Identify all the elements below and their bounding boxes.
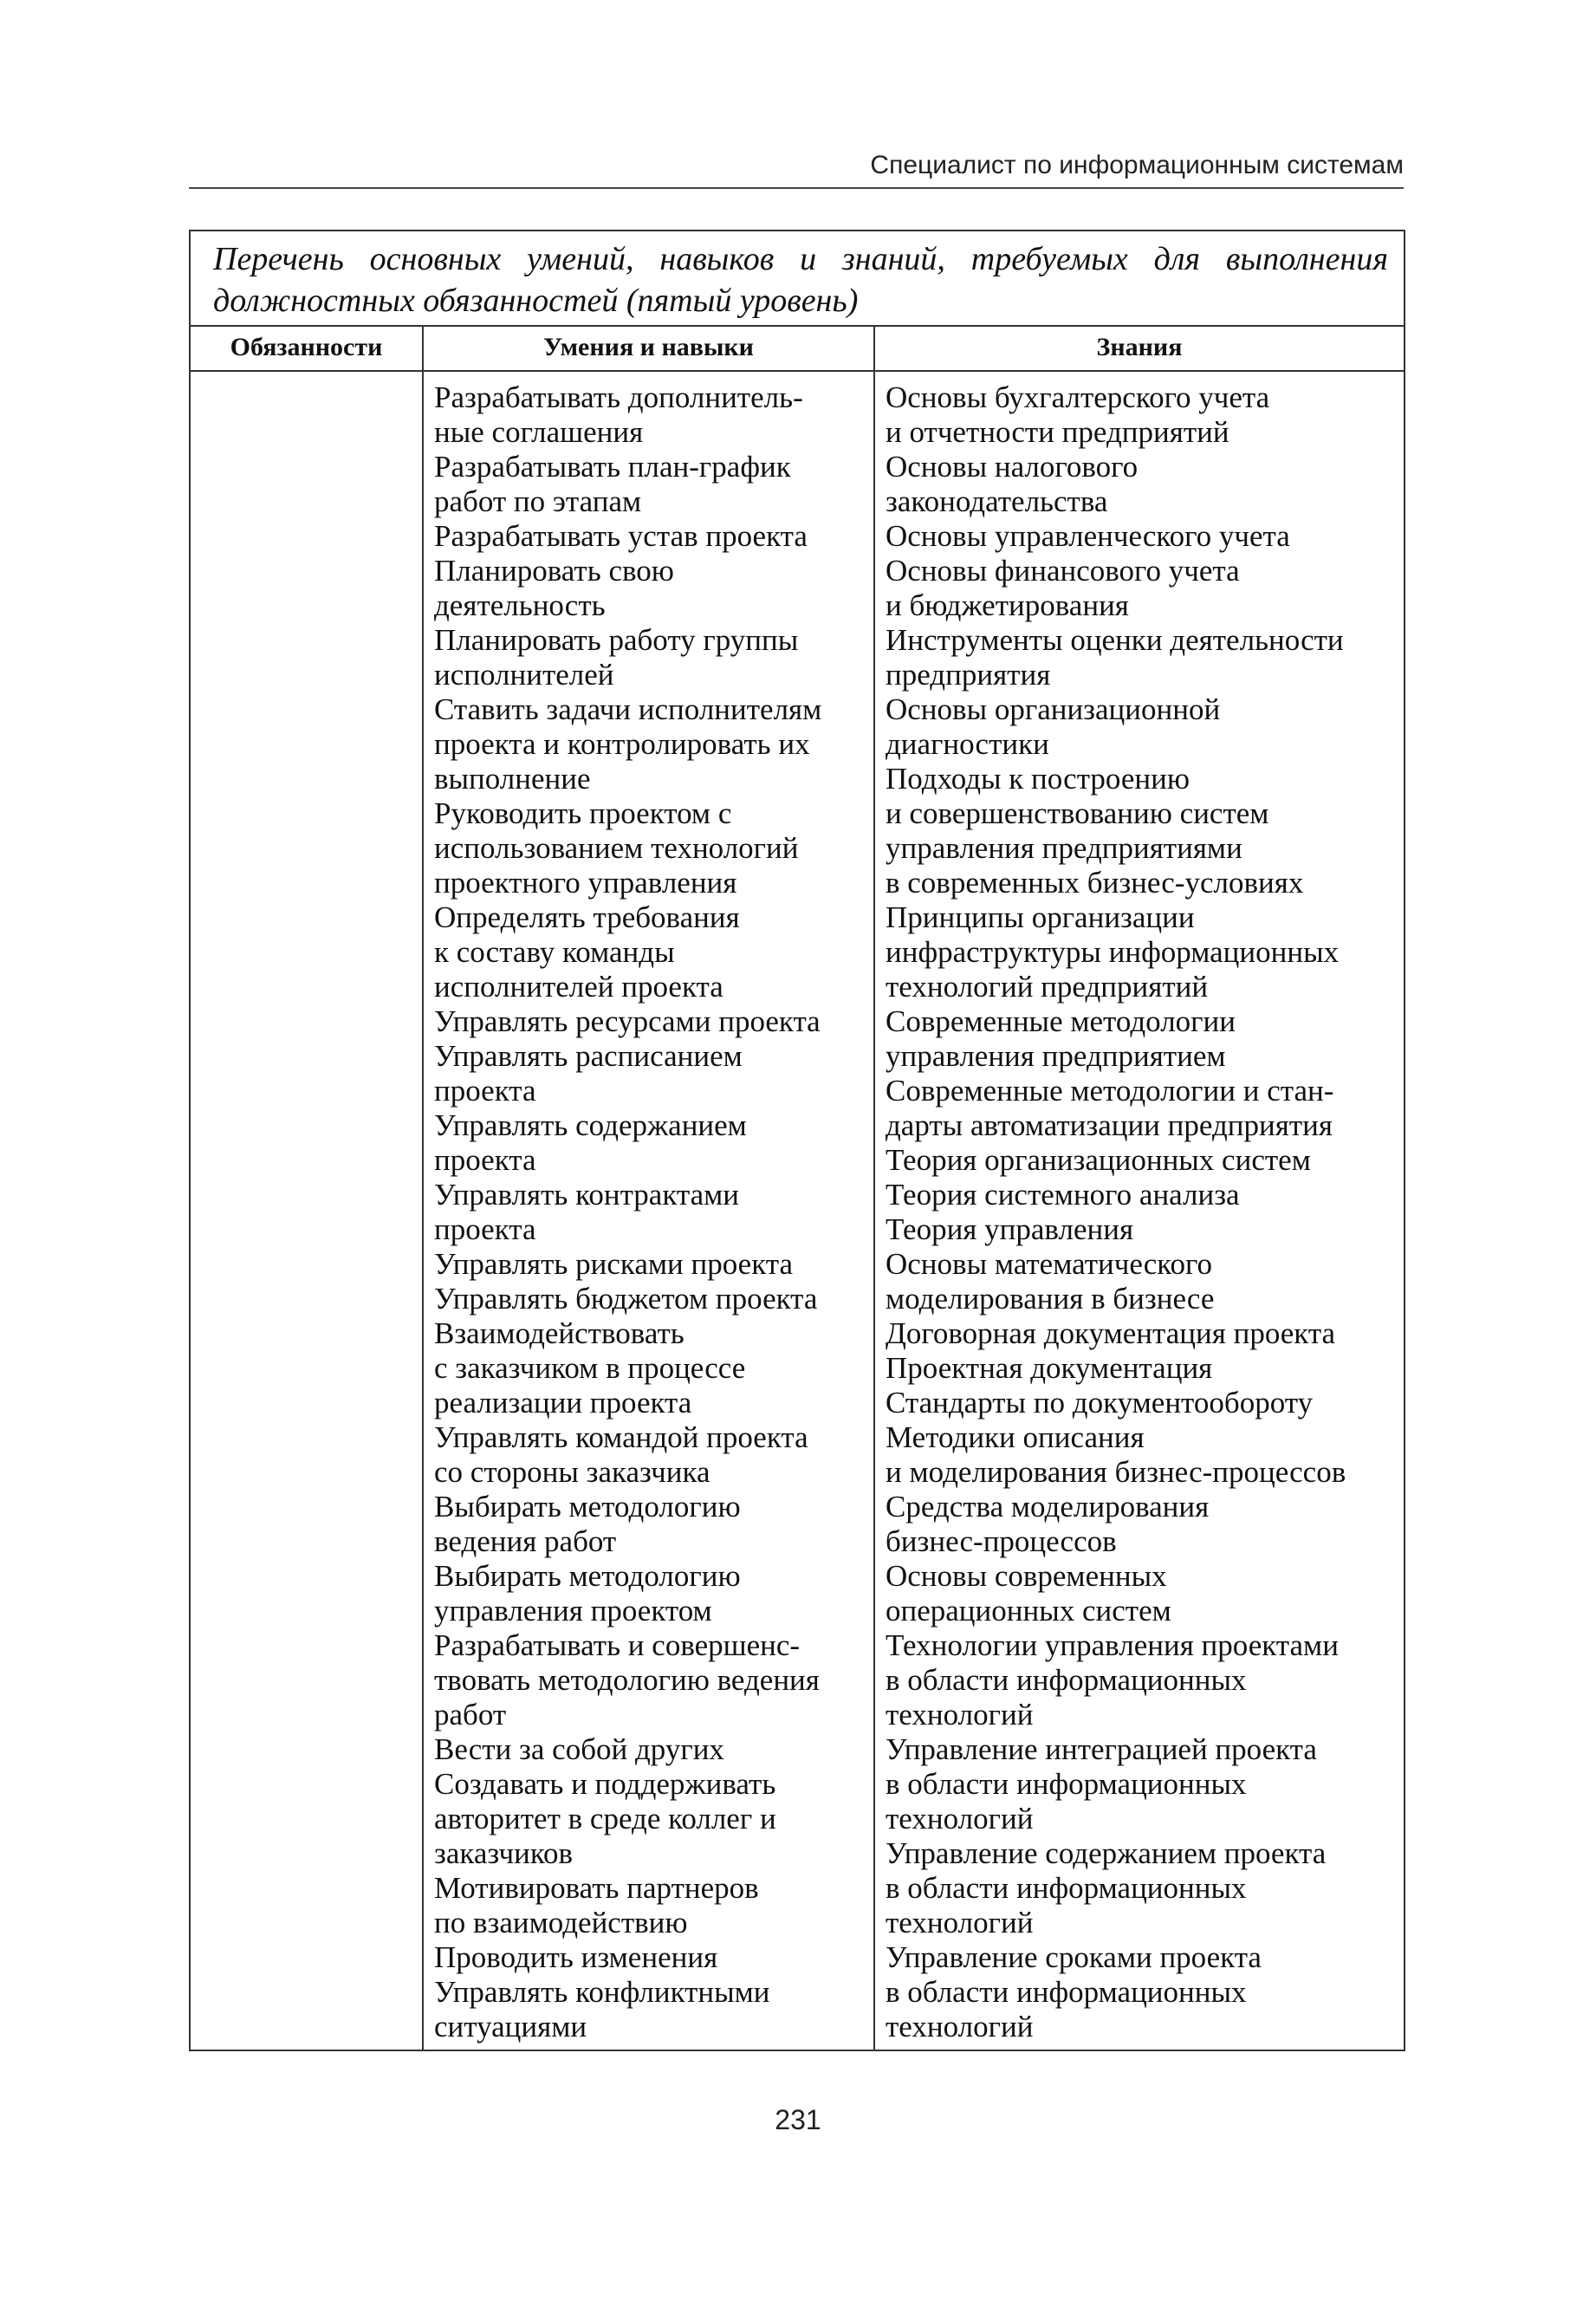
- knowledge-item: Основы финансового учета и бюджетирования: [886, 554, 1240, 622]
- knowledge-item: Средства моделирования бизнес-процессов: [886, 1490, 1210, 1558]
- skill-item: Управлять конфликтными ситуациями: [434, 1975, 770, 2043]
- knowledge-item: Основы налогового законодательства: [886, 450, 1139, 518]
- skill-item: Выбирать методологию ведения работ: [434, 1490, 741, 1558]
- knowledge-item: Управление содержанием проекта в области информационных технологий: [886, 1836, 1327, 1939]
- skill-item: Управлять бюджетом проекта: [434, 1282, 818, 1316]
- skill-item: Управлять содержанием проекта: [434, 1108, 747, 1177]
- skill-item: Планировать работу группы исполнителей: [434, 623, 799, 692]
- knowledge-item: Инструменты оценки деятельности предприятия: [886, 623, 1344, 692]
- caption-row: [190, 231, 1405, 326]
- knowledge-item: Подходы к построению и совершенствованию систем управления предприятиями в современных бизнес-условиях: [886, 762, 1304, 900]
- skill-item: Определять требования к составу команды исполнителей проекта: [434, 900, 740, 1004]
- skill-item: Выбирать методологию управления проектом: [434, 1559, 741, 1628]
- table-caption: Перечень основных умений, навыков и знаний, требуемых для выполнения должностных обязанностей (пятый уровень): [190, 231, 1405, 326]
- skill-item: Управлять контрактами проекта: [434, 1178, 739, 1246]
- knowledge-item: Методики описания и моделирования бизнес-процессов: [886, 1420, 1346, 1489]
- column-header-knowledge: Знания: [874, 326, 1405, 371]
- knowledge-item: Теория организационных систем: [886, 1143, 1311, 1177]
- skill-item: Разрабатывать устав проекта: [434, 519, 808, 553]
- knowledge-item: Управление интеграцией проекта в области информационных технологий: [886, 1732, 1317, 1835]
- skill-item: Разрабатывать дополнитель- ные соглашения: [434, 380, 803, 449]
- skill-item: Управлять ресурсами проекта: [434, 1004, 821, 1038]
- skill-item: Проводить изменения: [434, 1940, 718, 1974]
- knowledge-item: Управление сроками проекта в области информационных технологий: [886, 1940, 1262, 2043]
- skill-item: Управлять расписанием проекта: [434, 1039, 743, 1108]
- skill-item: Создавать и поддерживать авторитет в среде коллег и заказчиков: [434, 1767, 776, 1870]
- skill-item: Управлять рисками проекта: [434, 1247, 794, 1281]
- skill-item: Управлять командой проекта со стороны заказчика: [434, 1420, 808, 1489]
- knowledge-cell: [874, 371, 1405, 2050]
- knowledge-item: Современные методологии и стан- дарты автоматизации предприятия: [886, 1074, 1334, 1142]
- knowledge-item: Основы организационной диагностики: [886, 692, 1221, 761]
- skill-item: Планировать свою деятельность: [434, 554, 674, 622]
- header-row: [190, 326, 1405, 371]
- knowledge-item: Теория системного анализа: [886, 1178, 1240, 1212]
- knowledge-item: Основы управленческого учета: [886, 519, 1290, 553]
- knowledge-item: Проектная документация: [886, 1351, 1213, 1385]
- knowledge-item: Основы бухгалтерского учета и отчетности предприятий: [886, 380, 1270, 449]
- knowledge-item: Технологии управления проектами в области информационных технологий: [886, 1628, 1339, 1731]
- column-header-duties: Обязанности: [190, 326, 423, 371]
- knowledge-item: Основы современных операционных систем: [886, 1559, 1171, 1628]
- running-header: Специалист по информационным системам: [189, 151, 1404, 189]
- knowledge-item: Договорная документация проекта: [886, 1316, 1336, 1350]
- skill-item: Руководить проектом с использованием технологий проектного управления: [434, 796, 799, 900]
- skill-item: Разрабатывать и совершенс- твовать методологию ведения работ: [434, 1628, 820, 1731]
- knowledge-item: Принципы организации инфраструктуры информационных технологий предприятий: [886, 900, 1340, 1004]
- body-row: [190, 371, 1405, 2050]
- knowledge-item: Современные методологии управления предприятием: [886, 1004, 1236, 1073]
- skill-item: Разрабатывать план-график работ по этапам: [434, 450, 791, 518]
- page-number: 231: [775, 2104, 821, 2135]
- skill-item: Взаимодействовать с заказчиком в процессе реализации проекта: [434, 1316, 746, 1420]
- duties-cell: [190, 371, 423, 2050]
- knowledge-item: Стандарты по документообороту: [886, 1386, 1314, 1420]
- skill-item: Вести за собой других: [434, 1732, 724, 1766]
- competency-table: [189, 230, 1405, 2051]
- knowledge-item: Теория управления: [886, 1212, 1134, 1246]
- skill-item: Мотивировать партнеров по взаимодействию: [434, 1871, 759, 1939]
- knowledge-item: Основы математического моделирования в бизнесе: [886, 1247, 1215, 1316]
- skills-cell: [423, 371, 874, 2050]
- column-header-skills: Умения и навыки: [423, 326, 874, 371]
- skill-item: Ставить задачи исполнителям проекта и контролировать их выполнение: [434, 692, 822, 796]
